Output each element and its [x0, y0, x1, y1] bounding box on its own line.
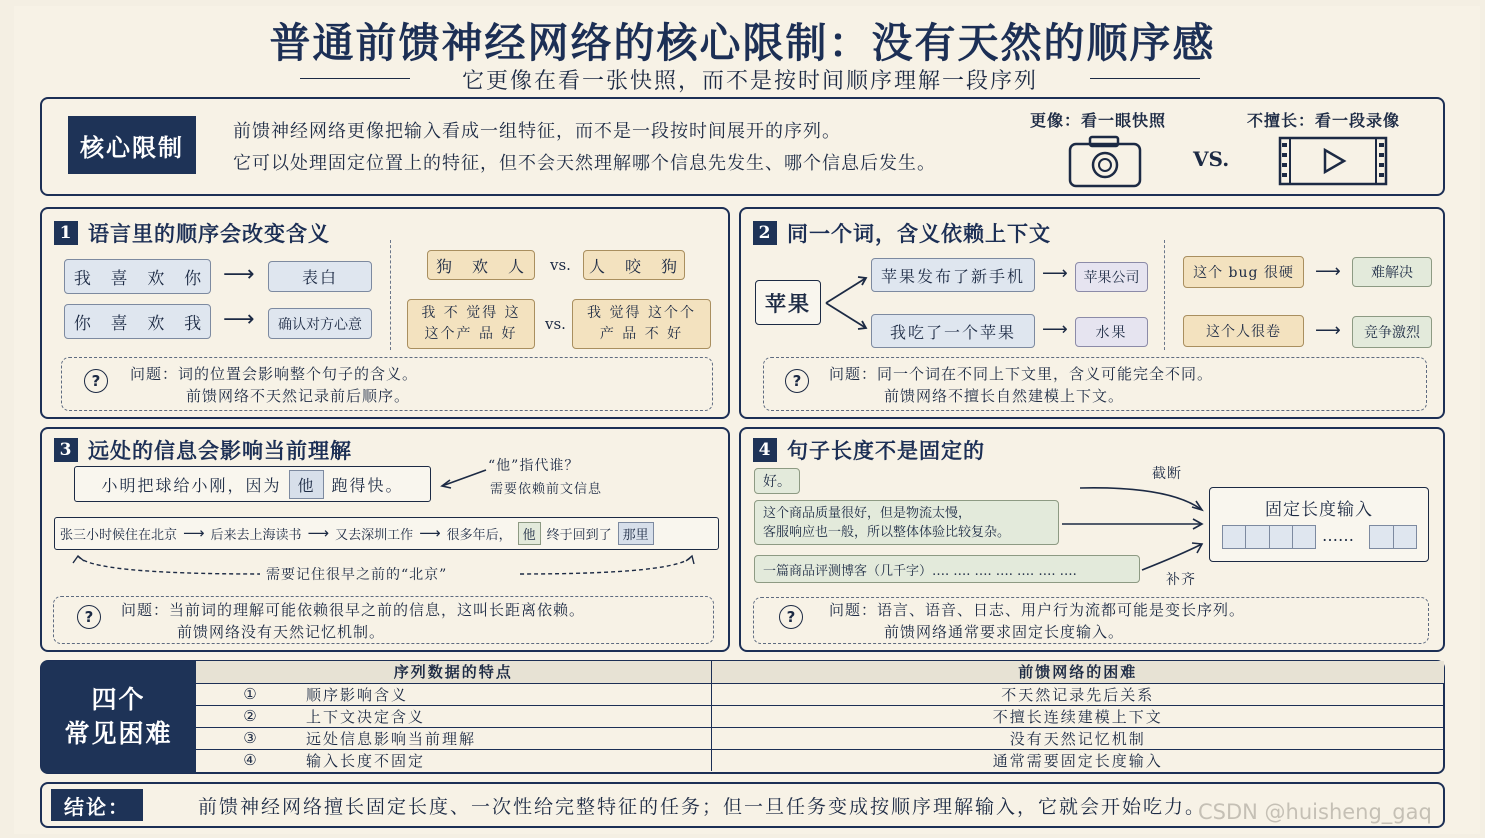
truncate-label: 截断 [1152, 466, 1182, 482]
sentence-part1: 小明把球给小刚，因为 [101, 475, 282, 495]
section3-heading [54, 435, 352, 465]
pair2-b [572, 299, 711, 349]
pad-label: 补齐 [1166, 572, 1196, 588]
order-row2-words [64, 304, 211, 339]
branch-arrows [822, 272, 872, 334]
column-header: 序列数据的特点 [196, 661, 711, 683]
chain-he: 他 [518, 522, 541, 545]
pair2-b-line1: 我 觉得 这个个 [587, 305, 696, 321]
section1-divider [390, 240, 391, 350]
word: 你 [184, 269, 202, 289]
page-title: 普通前馈神经网络的核心限制：没有天然的顺序感 [269, 19, 1216, 67]
pair2-a-line2: 这个产 品 好 [424, 326, 518, 342]
arrow-icon: ⟶ [1315, 320, 1341, 341]
slang1: 这个 bug 很硬 [1183, 256, 1304, 288]
section1-question-line1: 问题：词的位置会影响整个句子的含义。 [130, 365, 419, 383]
word: 我 [184, 314, 202, 334]
arrow-icon: ⟶ [223, 262, 255, 287]
column-header: 前馈网络的困难 [711, 661, 1444, 683]
medium-line2: 客服响应也一般，所以整体体验比较复杂。 [763, 524, 1011, 540]
chain-mid: 终于回到了 [546, 528, 612, 543]
arrow-icon: ⟶ [1315, 261, 1341, 282]
arrow-icon: ⟶ [1042, 319, 1068, 340]
pronoun-sentence [74, 466, 431, 502]
video-play-icon [1278, 136, 1388, 186]
pronoun-note2: 需要依赖前文信息 [490, 482, 603, 497]
chain-step: 后来去上海读书 [210, 528, 302, 543]
chain-there: 那里 [618, 522, 654, 545]
vs-label: vs. [545, 315, 566, 333]
difficulties-label-line1: 四个 [91, 685, 146, 714]
section4-question-line2: 前馈网络通常要求固定长度输入。 [884, 623, 1125, 641]
section2-title: 同一个词，含义依赖上下文 [787, 221, 1051, 246]
section1-title: 语言里的顺序会改变含义 [88, 221, 330, 246]
token-slots [1369, 525, 1417, 549]
question-icon: ? [785, 369, 809, 393]
difficulties-label [41, 661, 196, 773]
section1-number: 1 [54, 221, 78, 245]
slot-dots: …… [1322, 526, 1354, 545]
apple-word: 苹果 [755, 280, 821, 325]
pair1-a: 狗 欢 人 [427, 250, 535, 280]
difficulties-label-line2: 常见困难 [64, 719, 173, 748]
context1-meaning: 苹果公司 [1075, 262, 1148, 292]
section2-divider [1164, 240, 1165, 350]
section2-question-line2: 前馈网络不擅长自然建模上下文。 [884, 387, 1125, 405]
fixed-length-label: 固定长度输入 [1265, 500, 1373, 520]
long-chain-text: 张三小时候住在北京 ⟶ 后来去上海读书 ⟶ 又去深圳工作 ⟶ 很多年后， 他 终于回到了 那里 [60, 517, 654, 550]
order-row1-meaning: 表白 [268, 261, 372, 292]
core-label: 核心限制 [68, 116, 196, 174]
section3-number: 3 [54, 438, 78, 462]
difficulties-table [196, 661, 1444, 771]
vs-label: VS. [1193, 147, 1230, 171]
section2-number: 2 [753, 221, 777, 245]
section1-question-line2: 前馈网络不天然记录前后顺序。 [186, 387, 411, 405]
pair1-b: 人 咬 狗 [583, 250, 685, 280]
worse-label: 不擅长：看一段录像 [1247, 111, 1401, 130]
order-row2-meaning: 确认对方心意 [268, 308, 372, 339]
sentence-part2: 跑得快。 [331, 475, 404, 495]
conclusion-text: 前馈神经网络擅长固定长度、一次性给完整特征的任务；但一旦任务变成按顺序理解输入，它就会开始吃力。 [198, 796, 1207, 818]
table-row: ① 顺序影响含义 不天然记录先后关系 [196, 683, 1444, 705]
section3-title: 远处的信息会影响当前理解 [88, 438, 352, 463]
table-row: ④ 输入长度不固定 通常需要固定长度输入 [196, 749, 1444, 771]
section2-question-line1: 问题：同一个词在不同上下文里，含义可能完全不同。 [829, 365, 1214, 383]
medium-line1: 这个商品质量很好，但是物流太慢， [763, 505, 972, 521]
question-icon: ? [84, 369, 108, 393]
pronoun-he: 他 [289, 470, 323, 499]
chain-step: 又去深圳工作 [335, 528, 414, 543]
pair2-a-line1: 我 不 觉得 这 [421, 305, 521, 321]
word: 喜 [110, 269, 128, 289]
camera-icon [1068, 134, 1142, 188]
core-line1: 前馈神经网络更像把输入看成一组特征，而不是一段按时间展开的序列。 [233, 121, 841, 142]
section3-question-line2: 前馈网络没有天然记忆机制。 [177, 623, 386, 641]
order-row1-words [64, 259, 211, 294]
context1: 苹果发布了新手机 [871, 258, 1035, 292]
section1-heading [54, 218, 330, 248]
pair2-a [407, 299, 535, 349]
vs-label: vs. [550, 256, 571, 274]
arrow-icon: ⟶ [223, 307, 255, 332]
section4-question-line1: 问题：语言、语音、日志、用户行为流都可能是变长序列。 [829, 601, 1246, 619]
conclusion-label: 结论： [51, 789, 143, 821]
merge-arrows [1060, 480, 1210, 580]
pointer-arrow [438, 466, 488, 490]
section4-heading [753, 435, 985, 465]
slang1-meaning: 难解决 [1352, 257, 1432, 287]
token-slots [1222, 525, 1316, 549]
section3-question-line1: 问题：当前词的理解可能依赖很早之前的信息，这叫长距离依赖。 [121, 601, 586, 619]
section2-heading [753, 218, 1051, 248]
context2-meaning: 水果 [1075, 317, 1148, 347]
word: 我 [73, 269, 91, 289]
arrow-icon: ⟶ [1042, 263, 1068, 284]
remember-label: 需要记住很早之前的“北京” [266, 567, 448, 583]
slang2-meaning: 竞争激烈 [1352, 316, 1432, 348]
table-row: ② 上下文决定含义 不擅长连续建模上下文 [196, 705, 1444, 727]
slang2: 这个人很卷 [1183, 315, 1304, 347]
word: 欢 [147, 269, 165, 289]
question-icon: ? [77, 605, 101, 629]
core-panel [40, 97, 1445, 196]
pair2-b-line2: 产 品 不 好 [599, 326, 684, 342]
word: 欢 [147, 314, 165, 334]
core-line2: 它可以处理固定位置上的特征，但不会天然理解哪个信息先发生、哪个信息后发生。 [233, 153, 936, 174]
word: 喜 [110, 314, 128, 334]
watermark: CSDN @huisheng_gaq [1198, 800, 1432, 824]
page-subtitle: 它更像在看一张快照，而不是按时间顺序理解一段序列 [300, 64, 1200, 95]
chain-step: 很多年后， [446, 528, 512, 543]
question-icon: ? [779, 605, 803, 629]
context2: 我吃了一个苹果 [871, 314, 1035, 348]
medium-input [754, 500, 1059, 545]
pronoun-note1: “他”指代谁？ [488, 458, 580, 474]
long-input: 一篇商品评测博客（几千字）…. …. …. …. …. …. …. [754, 555, 1140, 583]
chain-step: 张三小时候住在北京 [60, 528, 178, 543]
section4-number: 4 [753, 438, 777, 462]
word: 你 [73, 314, 91, 334]
section4-title: 句子长度不是固定的 [787, 438, 985, 463]
better-label: 更像：看一眼快照 [1030, 111, 1167, 130]
table-row: ③ 远处信息影响当前理解 没有天然记忆机制 [196, 727, 1444, 749]
short-input: 好。 [754, 468, 800, 494]
